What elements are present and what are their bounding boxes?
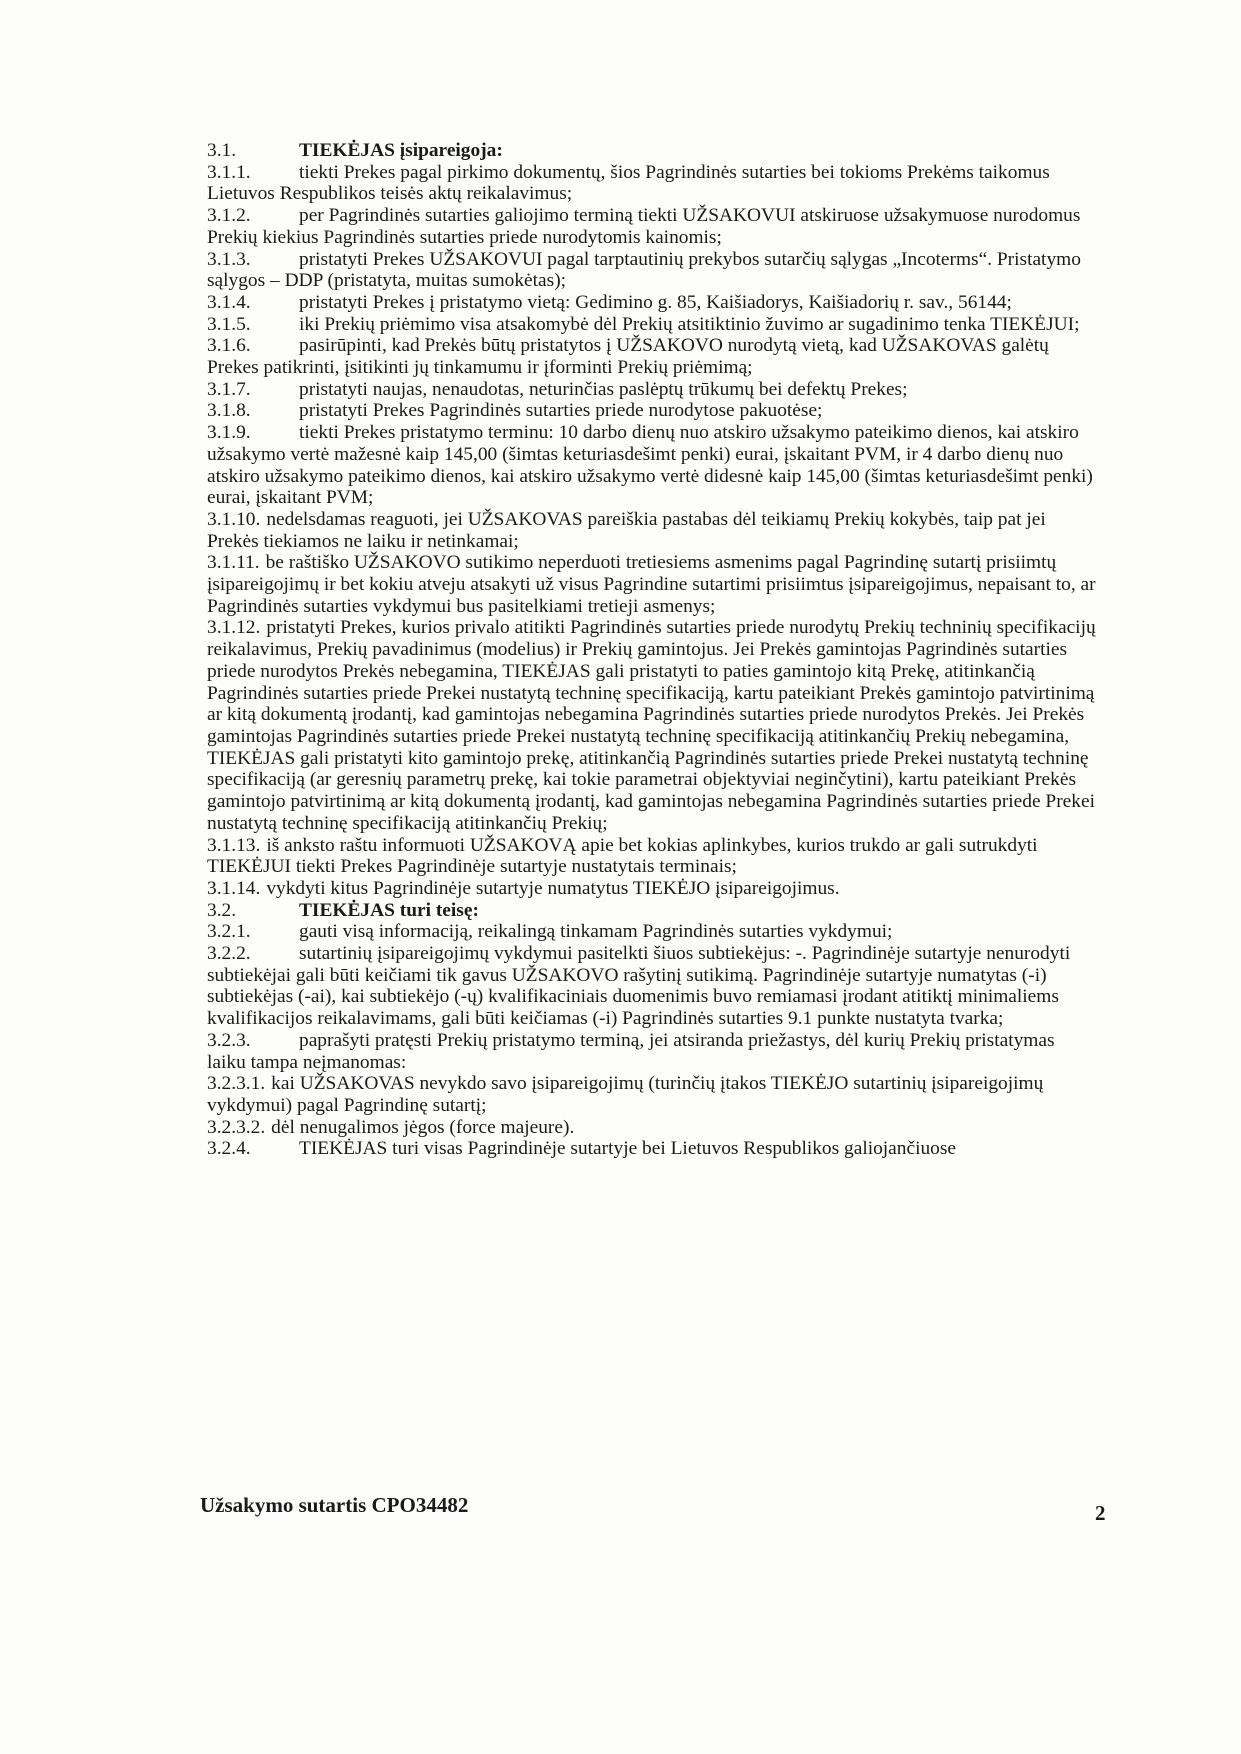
clause-3-2-4 — [207, 1138, 1097, 1160]
clause-text: pristatyti Prekes UŽSAKOVUI pagal tarptautinių prekybos sutarčių sąlygas „Incoterms“. Pristatymo sąlygos – DDP (pristatyta, muitas sumokėtas); — [207, 248, 1081, 292]
clause-text: pasirūpinti, kad Prekės būtų pristatytos į UŽSAKOVO nurodytą vietą, kad UŽSAKOVAS galėtų Prekes patikrinti, įsitikinti jų tinkamumu ir įforminti Prekių priėmimą; — [207, 335, 1049, 379]
clause-number: 3.1.9. — [207, 422, 251, 444]
section-3-1 — [207, 140, 1097, 162]
clause-text: iki Prekių priėmimo visa atsakomybė dėl Prekių atsitiktinio žuvimo ar sugadinimo tenka TIEKĖJUI; — [299, 313, 1080, 335]
document-body — [207, 140, 1097, 1160]
clause-3-2-3-1 — [207, 1073, 1097, 1116]
clause-3-1-4 — [207, 292, 1097, 314]
clause-text: nedelsdamas reaguoti, jei UŽSAKOVAS pareiškia pastabas dėl teikiamų Prekių kokybės, taip pat jei Prekės tiekiamos ne laiku ir netinkamai; — [207, 508, 1046, 552]
clause-3-1-1 — [207, 162, 1097, 205]
clause-3-2-3-2 — [207, 1117, 1097, 1139]
section-number: 3.1. — [207, 140, 237, 161]
section-number: 3.2. — [207, 899, 237, 921]
clause-3-2-2 — [207, 943, 1097, 1030]
section-3-2 — [207, 900, 1097, 922]
clause-3-2-1 — [207, 921, 1097, 943]
clause-number: 3.2.3.2. — [207, 1116, 266, 1138]
section-title: TIEKĖJAS įsipareigoja: — [299, 140, 503, 161]
clause-3-1-14 — [207, 878, 1097, 900]
clause-text: pristatyti naujas, nenaudotas, neturinčias paslėptų trūkumų bei defektų Prekes; — [299, 378, 908, 400]
clause-3-1-12 — [207, 617, 1097, 834]
clause-3-1-10 — [207, 509, 1097, 552]
clause-text: pristatyti Prekes į pristatymo vietą: Gedimino g. 85, Kaišiadorys, Kaišiadorių r. sav., 56144; — [299, 291, 1012, 313]
clause-text: kai UŽSAKOVAS nevykdo savo įsipareigojimų (turinčių įtakos TIEKĖJO sutartinių įsipareigojimų vykdymui) pagal Pagrindinę sutartį; — [207, 1073, 1044, 1116]
clause-3-1-5 — [207, 314, 1097, 336]
clause-text: gauti visą informaciją, reikalingą tinkamam Pagrindinės sutarties vykdymui; — [299, 921, 893, 943]
clause-number: 3.1.13. — [207, 834, 261, 856]
clause-number: 3.1.2. — [207, 205, 251, 227]
clause-text: pristatyti Prekes, kurios privalo atitikti Pagrindinės sutarties priede nurodytų Prekių techninių specifikacijų reikalavimus, Prekių pavadinimus (modelius) ir Prekių gamintojus. Jei Prekės gamintojas Pagrindinės sutarties priede nurodytos Prekės nebegamina, TIEKĖJAS gali pristatyti to paties gamintojo kitą Prekę, atitinkančią Pagrindinės sutarties priede Prekei nustatytą techninę specifikaciją, kartu pateikiant Prekės gamintojo patvirtinimą ar kitą dokumentą įrodantį, kad gamintojas nebegamina Pagrindinės sutarties priede nurodytos Prekės. Jei Prekės gamintojas Pagrindinės sutarties priede Prekei nustatytą techninę specifikaciją atitinkančių Prekių nebegamina, TIEKĖJAS gali pristatyti kito gamintojo prekę, atitinkančią Pagrindinės sutarties priede Prekei nustatytą techninę specifikaciją (ar geresnių parametrų prekę, kai tokie parametrai objektyviai neginčytini), kartu pateikiant Prekės gamintojo patvirtinimą ar kitą dokumentą įrodantį, kad gamintojas nebegamina Pagrindinės sutarties priede Prekei nustatytą techninę specifikaciją atitinkančių Prekių; — [207, 617, 1096, 834]
clause-number: 3.1.14. — [207, 877, 261, 899]
page-number: 2 — [1095, 1501, 1106, 1525]
clause-number: 3.1.7. — [207, 378, 251, 400]
clause-3-1-2 — [207, 205, 1097, 248]
clause-text: tiekti Prekes pagal pirkimo dokumentų, šios Pagrindinės sutarties bei tokioms Prekėms taikomus Lietuvos Respublikos teisės aktų reikalavimus; — [207, 161, 1050, 205]
clause-text: per Pagrindinės sutarties galiojimo terminą tiekti UŽSAKOVUI atskiruose užsakymuose nurodomus Prekių kiekius Pagrindinės sutarties priede nurodytomis kainomis; — [207, 205, 1081, 248]
clause-text: be raštiško UŽSAKOVO sutikimo neperduoti tretiesiems asmenims pagal Pagrindinę sutartį prisiimtų įsipareigojimų ir bet kokiu atveju atsakyti už visus Pagrindine sutartimi prisiimtus įsipareigojimus, nepaisant to, ar Pagrindinės sutarties vykdymui bus pasitelkiami tretieji asmenys; — [207, 552, 1096, 617]
clause-3-1-13 — [207, 835, 1097, 878]
clause-text: dėl nenugalimos jėgos (force majeure). — [271, 1116, 575, 1138]
clause-text: iš anksto raštu informuoti UŽSAKOVĄ apie bet kokias aplinkybes, kurios trukdo ar gali sutrukdyti TIEKĖJUI tiekti Prekes Pagrindinėje sutartyje nustatytais terminais; — [207, 834, 1038, 878]
clause-number: 3.1.6. — [207, 335, 251, 357]
clause-text: pristatyti Prekes Pagrindinės sutarties priede nurodytose pakuotėse; — [299, 400, 823, 422]
clause-text: paprašyti pratęsti Prekių pristatymo terminą, jei atsiranda priežastys, dėl kurių Prekių pristatymas laiku tampa neįmanomas: — [207, 1029, 1055, 1073]
clause-3-1-9 — [207, 422, 1097, 509]
clause-text: tiekti Prekes pristatymo terminu: 10 darbo dienų nuo atskiro užsakymo pateikimo dienos, kai atskiro užsakymo vertė mažesnė kaip 145,00 (šimtas keturiasdešimt penki) eurai, įskaitant PVM, ir 4 darbo dienų nuo atskiro užsakymo pateikimo dienos, kai atskiro užsakymo vertė didesnė kaip 145,00 (šimtas keturiasdešimt penki) eurai, įskaitant PVM; — [207, 422, 1093, 509]
clause-number: 3.1.8. — [207, 400, 251, 422]
clause-number: 3.1.1. — [207, 161, 251, 183]
clause-number: 3.2.3.1. — [207, 1073, 266, 1095]
clause-number: 3.1.11. — [207, 552, 260, 574]
footer-title: Užsakymo sutartis CPO34482 — [200, 1493, 469, 1517]
clause-text: sutartinių įsipareigojimų vykdymui pasitelkti šiuos subtiekėjus: -. Pagrindinėje sutartyje nenurodyti subtiekėjai gali būti keičiami tik gavus UŽSAKOVO rašytinį sutikimą. Pagrindinėje sutartyje numatytas (-i) subtiekėjas (-ai), kai subtiekėjo (-ų) kvalifikaciniais duomenimis buvo remiamasi įrodant atitiktį minimaliems kvalifikacijos reikalavimams, gali būti keičiamas (-i) Pagrindinės sutarties 9.1 punkte nustatyta tvarka; — [207, 943, 1071, 1030]
clause-number: 3.1.5. — [207, 313, 251, 335]
clause-number: 3.1.4. — [207, 291, 251, 313]
clause-number: 3.2.1. — [207, 921, 251, 943]
clause-number: 3.2.4. — [207, 1138, 251, 1160]
section-title: TIEKĖJAS turi teisę: — [299, 899, 479, 921]
clause-number: 3.2.2. — [207, 943, 251, 965]
clause-number: 3.2.3. — [207, 1029, 251, 1051]
clause-3-1-7 — [207, 379, 1097, 401]
clause-3-1-3 — [207, 249, 1097, 292]
clause-number: 3.1.3. — [207, 248, 251, 270]
clause-3-1-11 — [207, 552, 1097, 617]
clause-number: 3.1.12. — [207, 617, 261, 639]
clause-3-1-8 — [207, 400, 1097, 422]
clause-text: vykdyti kitus Pagrindinėje sutartyje numatytus TIEKĖJO įsipareigojimus. — [266, 877, 840, 899]
clause-text: TIEKĖJAS turi visas Pagrindinėje sutartyje bei Lietuvos Respublikos galiojančiuose — [299, 1138, 957, 1160]
clause-number: 3.1.10. — [207, 508, 261, 530]
clause-3-2-3 — [207, 1030, 1097, 1073]
clause-3-1-6 — [207, 335, 1097, 378]
